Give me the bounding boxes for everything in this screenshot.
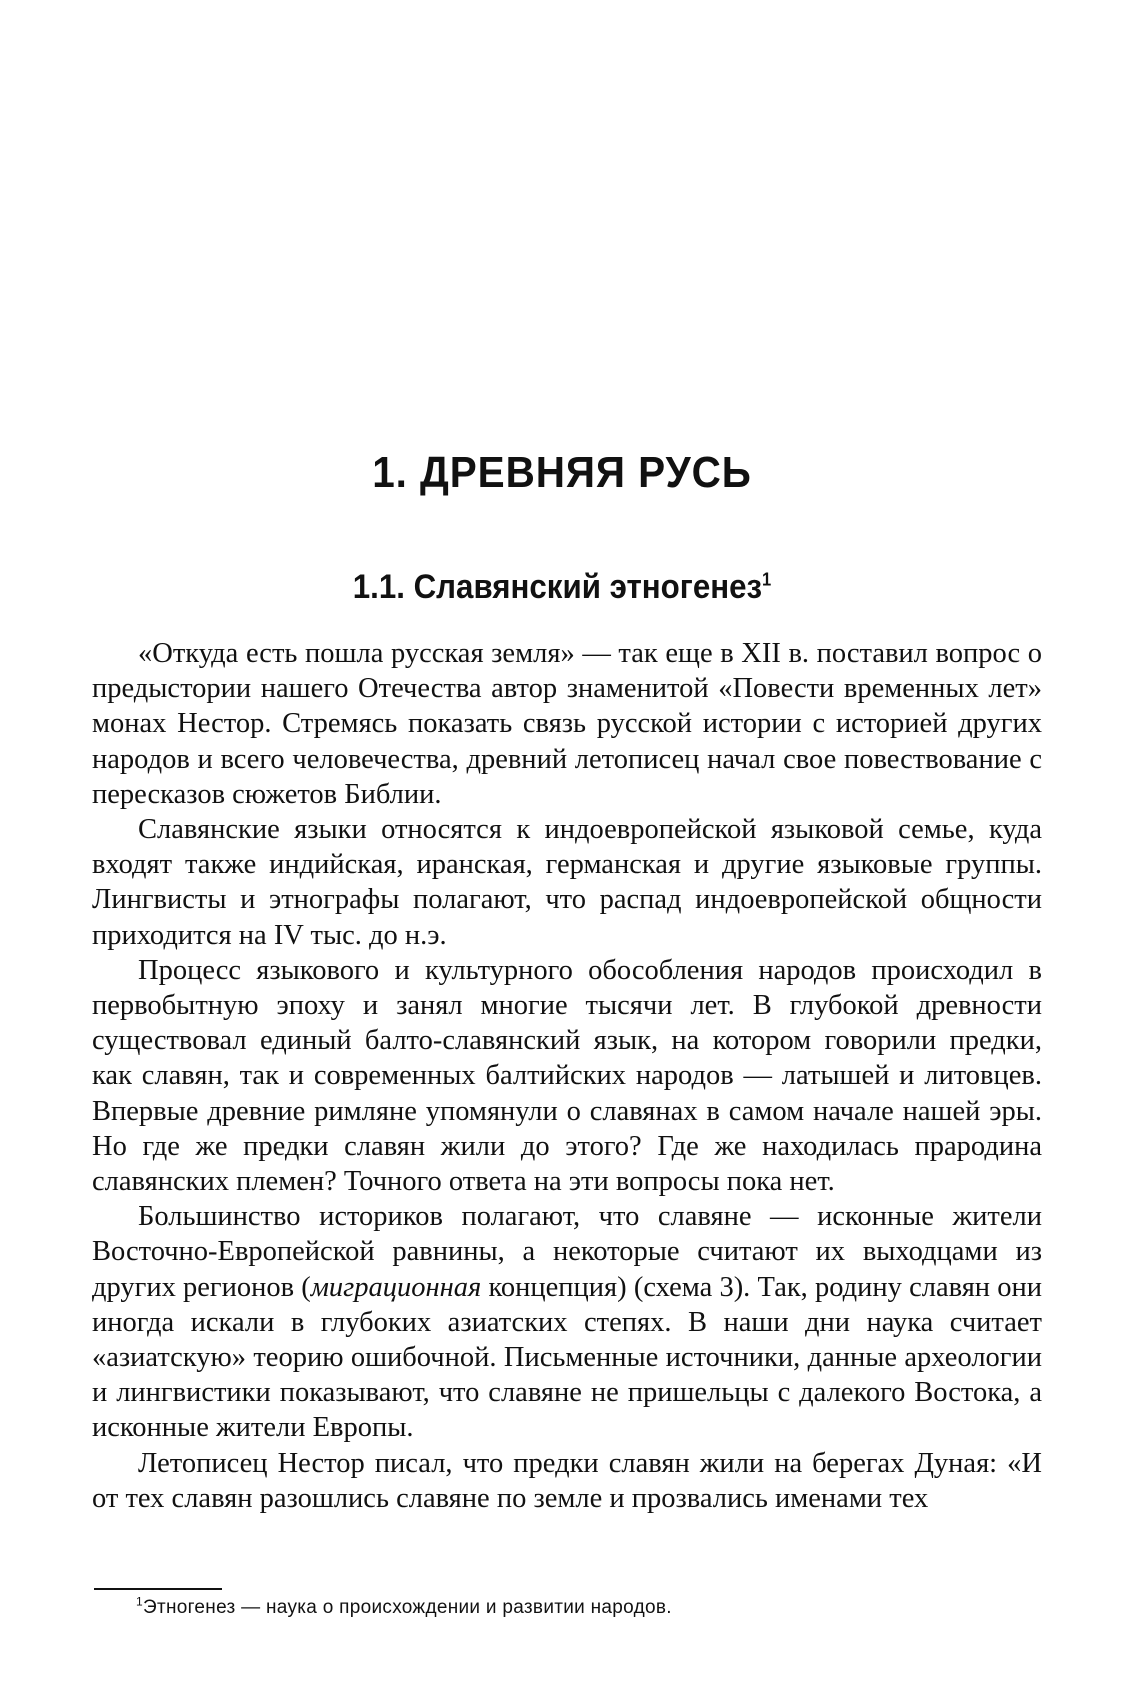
footnote-reference[interactable]: 1 [762, 569, 772, 590]
emphasis-term: миграционная [310, 1271, 482, 1303]
paragraph-1: «Откуда есть пошла русская земля» — так еще в XII в. поставил вопрос о предыстории нашего Отечества автор знаменитой «Повести временных лет» монах Нестор. Стремясь показать связь русской истории с историей других народов и всего человечества, древний летописец начал свое повествование с пересказов сюжетов Библии. [92, 638, 1042, 810]
paragraph-4-part-1: Большинство историков полагают, что славяне — исконные жители Восточно-Европейской равнины, а некоторые считают их выходцами из других регионов ( [92, 1201, 1042, 1303]
footnote-mark: 1 [136, 1594, 143, 1609]
paragraph-2: Славянские языки относятся к индоевропейской языковой семье, куда входят также индийская, иранская, германская и другие языковые группы. Лингвисты и этнографы полагают, что распад индоевропейской общности приходится на IV тыс. до н.э. [92, 814, 1042, 951]
footnote [136, 1594, 1036, 1622]
section-title-text: 1.1. Славянский этногенез [352, 568, 763, 606]
section-title [45, 568, 1079, 607]
footnote-divider [94, 1588, 222, 1590]
paragraph-3: Процесс языкового и культурного обособления народов происходил в первобытную эпоху и занял многие тысячи лет. В глубокой древности существовал единый балто-славянский язык, на котором говорили предки, как славян, так и современных балтийских народов — латышей и литовцев. Впервые древние римляне упомянули о славянах в самом начале нашей эры. Но где же предки славян жили до этого? Где же находилась прародина славянских племен? Точного ответа на эти вопросы пока нет. [92, 954, 1042, 1198]
chapter-title: 1. ДРЕВНЯЯ РУСЬ [372, 448, 752, 497]
paragraph-5: Летописец Нестор писал, что предки славян жили на берегах Дуная: «И от тех славян разошлись славяне по земле и прозвались именами тех [92, 1447, 1042, 1514]
paragraph-4-part-2: концепция) (схема 3). Так, родину славян они иногда искали в глубоких азиатских степях. В наши дни наука считает «азиатскую» теорию ошибочной. Письменные источники, данные археологии и лингвистики показывают, что славяне не пришельцы с далекого Востока, а исконные жители Европы. [92, 1271, 1042, 1444]
body-text [92, 636, 1042, 1516]
footnote-text: Этногенез — наука о происхождении и развитии народов. [142, 1597, 672, 1618]
paragraph-4 [92, 1199, 1042, 1445]
